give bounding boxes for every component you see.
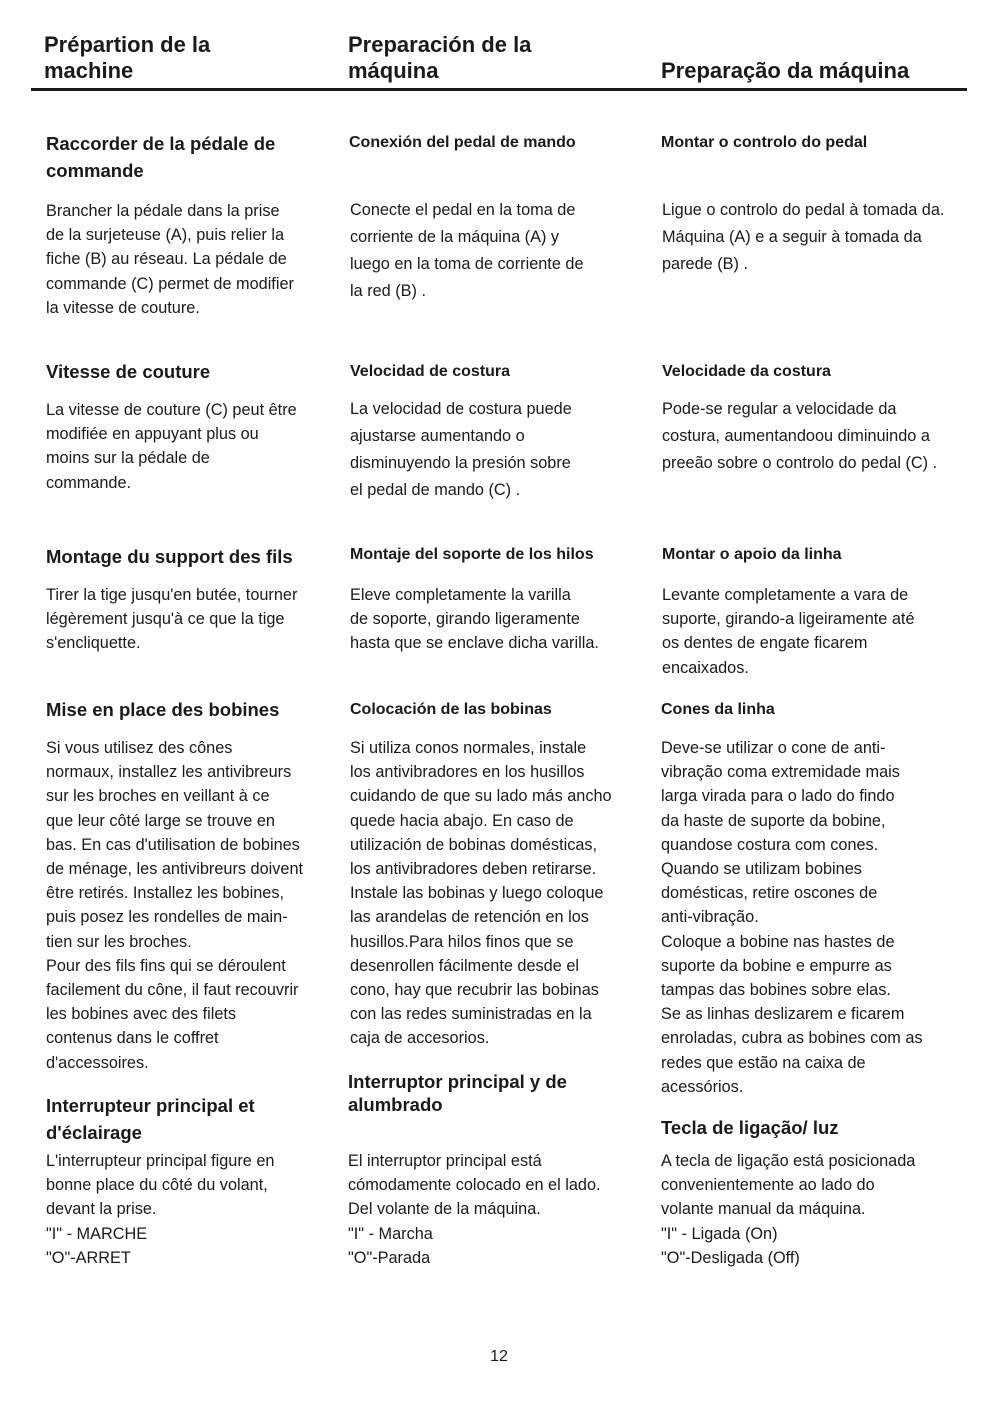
pedal-body-es: Conecte el pedal en la toma de corriente de la máquina (A) y luego en la toma de corriente de la red (B) . xyxy=(350,201,584,300)
speed-title-fr: Vitesse de couture xyxy=(46,361,211,382)
support-body-es: Eleve completamente la varilla de soporte, girando ligeramente hasta que se enclave dicha varilla. xyxy=(350,586,599,653)
pedal-title-pt: Montar o controlo do pedal xyxy=(661,134,868,151)
switch-body-es: El interruptor principal está cómodamente colocado en el lado. Del volante de la máquina. "I" - Marcha "O"-Parada xyxy=(348,1152,601,1267)
speed-body-es: La velocidad de costura puede ajustarse aumentando o disminuyendo la presión sobre el pedal de mando (C) . xyxy=(350,400,572,499)
pedal-body-pt: Ligue o controlo do pedal à tomada da. Máquina (A) e a seguir à tomada da parede (B) . xyxy=(662,201,945,273)
bobbins-body-pt: Deve-se utilizar o cone de anti- vibração coma extremidade mais larga virada para o lado do findo da haste de suporte da bobine, quandose costura com cones. Quando se utilizam bobines domésticas, retire oscones de anti-vibração. Coloque a bobine nas hastes de suporte da bobine e empurre as tampas das bobines sobre elas. Se as linhas deslizarem e ficarem enroladas, cubra as bobines com as redes que estão na caixa de acessórios. xyxy=(661,739,923,1096)
support-body-fr: Tirer la tige jusqu'en butée, tourner légèrement jusqu'à ce que la tige s'encliquette. xyxy=(46,586,298,653)
switch-title-es: Interruptor principal y de alumbrado xyxy=(348,1071,567,1115)
switch-body-fr: L'interrupteur principal figure en bonne place du côté du volant, devant la prise. "I" - MARCHE "O"-ARRET xyxy=(46,1152,275,1267)
bobbins-title-es: Colocación de las bobinas xyxy=(350,701,552,718)
bobbins-body-es: Si utiliza conos normales, instale los antivibradores en los husillos cuidando de que su lado más ancho quede hacia abajo. En caso de utilización de bobinas domésticas, los antivibradores deben retirarse. Instale las bobinas y luego coloque las arandelas de retención en los husillos.Para hilos finos que se desenrollen fácilmente desde el cono, hay que recubrir las bobinas con las redes suministradas en la caja de accesorios. xyxy=(350,739,612,1048)
page-number: 12 xyxy=(490,1348,508,1365)
speed-body-pt: Pode-se regular a velocidade da costura, aumentandoou diminuindo a preeão sobre o controlo do pedal (C) . xyxy=(662,400,938,472)
switch-title-fr: Interrupteur principal et d'éclairage xyxy=(46,1095,255,1143)
bobbins-body-fr: Si vous utilisez des cônes normaux, installez les antivibreurs sur les broches en veillant à ce que leur côté large se trouve en bas. En cas d'utilisation de bobines de ménage, les antivibreurs doivent être retirés. Installez les bobines, puis posez les rondelles de main- tien sur les broches. Pour des fils fins qui se déroulent facilement du cône, il faut recouvrir les bobines avec des filets contenus dans le coffret d'accessoires. xyxy=(46,739,304,1072)
support-body-pt: Levante completamente a vara de suporte, girando-a ligeiramente até os dentes de engate ficarem encaixados. xyxy=(662,586,915,677)
header-title-fr: Prépartion de la machine xyxy=(44,32,211,83)
header-title-pt: Preparação da máquina xyxy=(661,58,910,83)
speed-body-fr: La vitesse de couture (C) peut être modifiée en appuyant plus ou moins sur la pédale de commande. xyxy=(46,401,297,492)
header-title-es: Preparación de la máquina xyxy=(348,32,532,83)
speed-title-pt: Velocidade da costura xyxy=(662,363,831,380)
support-title-fr: Montage du support des fils xyxy=(46,546,293,567)
pedal-body-fr: Brancher la pédale dans la prise de la surjeteuse (A), puis relier la fiche (B) au réseau. La pédale de commande (C) permet de modifier la vitesse de couture. xyxy=(46,202,294,317)
pedal-title-fr: Raccorder de la pédale de commande xyxy=(46,133,276,181)
switch-body-pt: A tecla de ligação está posicionada convenientemente ao lado do volante manual da máquina. "I" - Ligada (On) "O"-Desligada (Off) xyxy=(661,1152,916,1267)
switch-title-pt: Tecla de ligação/ luz xyxy=(661,1117,839,1138)
support-title-es: Montaje del soporte de los hilos xyxy=(350,546,594,563)
speed-title-es: Velocidad de costura xyxy=(350,363,511,380)
header-rule xyxy=(31,88,967,91)
pedal-title-es: Conexión del pedal de mando xyxy=(349,134,576,151)
bobbins-title-fr: Mise en place des bobines xyxy=(46,699,280,720)
support-title-pt: Montar o apoio da linha xyxy=(662,546,842,563)
bobbins-title-pt: Cones da linha xyxy=(661,701,775,718)
